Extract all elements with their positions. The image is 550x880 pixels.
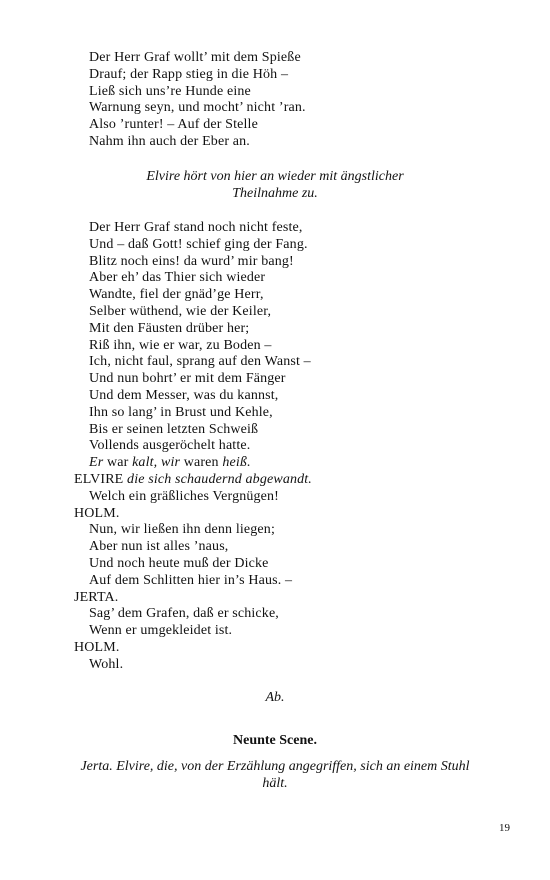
verse-line: Ließ sich uns’re Hunde eine xyxy=(89,83,251,99)
scene-direction xyxy=(0,759,550,793)
verse-line: Der Herr Graf stand noch nicht feste, xyxy=(89,220,303,235)
speaker-name: JERTA. xyxy=(74,589,119,605)
verse-line: Drauf; der Rapp stieg in die Höh – xyxy=(89,66,289,82)
stage-direction xyxy=(0,169,550,203)
verse-line: Und – daß Gott! schief ging der Fang. xyxy=(89,236,308,252)
verse-line: Riß ihn, wie er war, zu Boden – xyxy=(89,337,272,353)
verse-line: Und dem Messer, was du kannst, xyxy=(89,387,279,403)
verse-line: Wandte, fiel der gnäd’ge Herr, xyxy=(89,287,264,303)
verse-line: Selber wüthend, wie der Keiler, xyxy=(89,303,272,319)
verse-line: Nun, wir ließen ihn denn liegen; xyxy=(89,522,275,538)
verse-line: Also ’runter! – Auf der Stelle xyxy=(89,117,258,133)
stage-direction-exit: Ab. xyxy=(265,690,285,705)
italic-text: heiß. xyxy=(222,455,251,471)
verse-line: Wohl. xyxy=(89,656,124,672)
verse-line: Wenn er umgekleidet ist. xyxy=(89,623,233,639)
verse-line: Blitz noch eins! da wurd’ mir bang! xyxy=(89,253,294,269)
stage-direction-line: Elvire hört von hier an wieder mit ängstlicher xyxy=(146,169,404,184)
speaker-name: HOLM. xyxy=(74,505,120,521)
verse-line: Aber eh’ das Thier sich wieder xyxy=(89,270,266,286)
verse-stanza-2 xyxy=(74,220,312,674)
verse-line: Aber nun ist alles ’naus, xyxy=(89,539,229,555)
speaker-direction: die sich schaudernd abgewandt. xyxy=(123,471,312,487)
stage-direction-line: Theilnahme zu. xyxy=(232,185,318,201)
page-number: 19 xyxy=(499,822,510,834)
speaker-name: HOLM. xyxy=(74,639,120,655)
verse-line: Bis er seinen letzten Schweiß xyxy=(89,421,259,437)
scene-direction-line: Jerta. Elvire, die, von der Erzählung angegriffen, sich an einem Stuhl xyxy=(80,759,470,774)
verse-line: Auf dem Schlitten hier in’s Haus. – xyxy=(89,572,293,588)
verse-stanza-1 xyxy=(74,50,306,151)
roman-text: war xyxy=(103,455,133,471)
speaker-name: ELVIRE xyxy=(74,471,124,487)
speaker-elvire-line xyxy=(74,472,312,489)
verse-line: Und nun bohrt’ er mit dem Fänger xyxy=(89,371,286,387)
scene-title: Neunte Scene. xyxy=(233,733,317,748)
verse-line: Vollends ausgeröchelt hatte. xyxy=(89,438,251,454)
verse-line: Der Herr Graf wollt’ mit dem Spieße xyxy=(89,50,301,65)
roman-text: waren xyxy=(180,455,223,471)
scene-direction-line: hält. xyxy=(262,775,288,791)
italic-text: Er xyxy=(89,455,104,471)
italic-text: kalt, wir xyxy=(132,455,181,471)
verse-line: Warnung seyn, und mocht’ nicht ’ran. xyxy=(89,100,306,116)
verse-line: Sag’ dem Grafen, daß er schicke, xyxy=(89,606,279,622)
verse-line: Ihn so lang’ in Brust und Kehle, xyxy=(89,404,273,420)
verse-line-mixed xyxy=(74,455,312,472)
verse-line: Mit den Fäusten drüber her; xyxy=(89,320,250,336)
verse-line: Nahm ihn auch der Eber an. xyxy=(89,133,250,149)
verse-line: Und noch heute muß der Dicke xyxy=(89,555,269,571)
verse-line: Ich, nicht faul, sprang auf den Wanst – xyxy=(89,354,311,370)
verse-line: Welch ein gräßliches Vergnügen! xyxy=(89,488,279,504)
